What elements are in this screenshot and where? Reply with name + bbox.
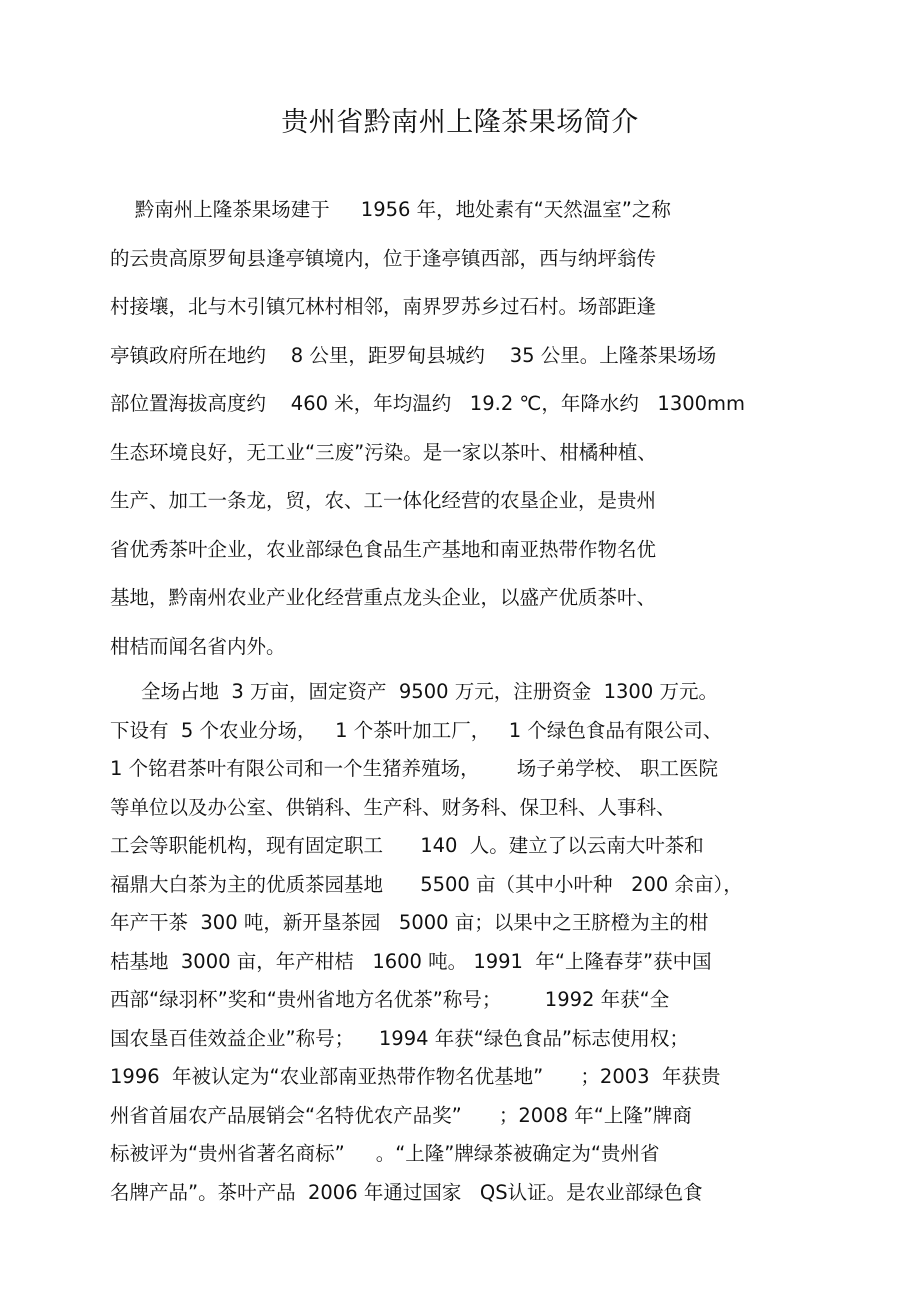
text-line: 的云贵高原罗甸县逢亭镇境内，位于逢亭镇西部，西与纳坪翁传 <box>110 246 657 270</box>
text-line: 国农垦百佳效益企业”称号； 1994 年获“绿色食品”标志使用权； <box>110 1026 689 1050</box>
text-line: 年产干茶 300 吨，新开垦茶园 5000 亩；以果中之王脐橙为主的柑 <box>110 911 709 934</box>
text-line: 工会等职能机构，现有固定职工 140 人。建立了以云南大叶茶和 <box>110 834 704 857</box>
text-line: 州省首届农产品展销会“名特优农产品奖” ；2008 年“上隆”牌商 <box>110 1103 692 1127</box>
text-line: 亭镇政府所在地约 8 公里，距罗甸县城约 35 公里。上隆茶果场场 <box>110 343 717 367</box>
text-line: 生态环境良好，无工业“三废”污染。是一家以茶叶、柑橘种植、 <box>110 440 657 464</box>
text-line: 全场占地 3 万亩，固定资产 9500 万元，注册资金 1300 万元。 <box>110 680 718 703</box>
text-line: 基地，黔南州农业产业化经营重点龙头企业，以盛产优质茶叶、 <box>110 586 657 609</box>
text-line: 等单位以及办公室、供销科、生产科、财务科、保卫科、人事科、 <box>110 795 676 819</box>
document-title: 贵州省黔南州上隆茶果场简介 <box>281 107 639 138</box>
text-line: 西部“绿羽杯”奖和“贵州省地方名优茶”称号； 1992 年获“全 <box>110 988 670 1011</box>
text-line: 福鼎大白茶为主的优质茶园基地 5500 亩（其中小叶种 200 余亩）， <box>110 872 743 896</box>
text-line: 下设有 5 个农业分场， 1 个茶叶加工厂， 1 个绿色食品有限公司、 <box>110 718 723 742</box>
text-line: 村接壤，北与木引镇冗林村相邻，南界罗苏乡过石村。场部距逢 <box>110 295 657 318</box>
text-line: 名牌产品”。茶叶产品 2006 年通过国家 QS认证。是农业部绿色食 <box>110 1180 703 1204</box>
text-line: 桔基地 3000 亩，年产柑桔 1600 吨。 1991 年“上隆春芽”获中国 <box>110 949 712 973</box>
text-line: 生产、加工一条龙，贸，农、工一体化经营的农垦企业，是贵州 <box>110 489 657 512</box>
text-line: 省优秀茶叶企业，农业部绿色食品生产基地和南亚热带作物名优 <box>110 537 657 561</box>
text-line: 1996 年被认定为“农业部南亚热带作物名优基地” ；2003 年获贵 <box>110 1065 721 1088</box>
text-line: 1 个铭君茶叶有限公司和一个生猪养殖场， 场子弟学校、 职工医院 <box>110 757 718 780</box>
text-line: 部位置海拔高度约 460 米，年均温约 19.2 ℃，年降水约 1300mm <box>110 392 746 415</box>
text-line: 标被评为“贵州省著名商标” 。“上隆”牌绿茶被确定为“贵州省 <box>110 1142 660 1165</box>
text-line: 黔南州上隆茶果场建于 1956 年，地处素有“天然温室”之称 <box>110 198 671 221</box>
text-line: 柑桔而闻名省内外。 <box>110 634 286 658</box>
